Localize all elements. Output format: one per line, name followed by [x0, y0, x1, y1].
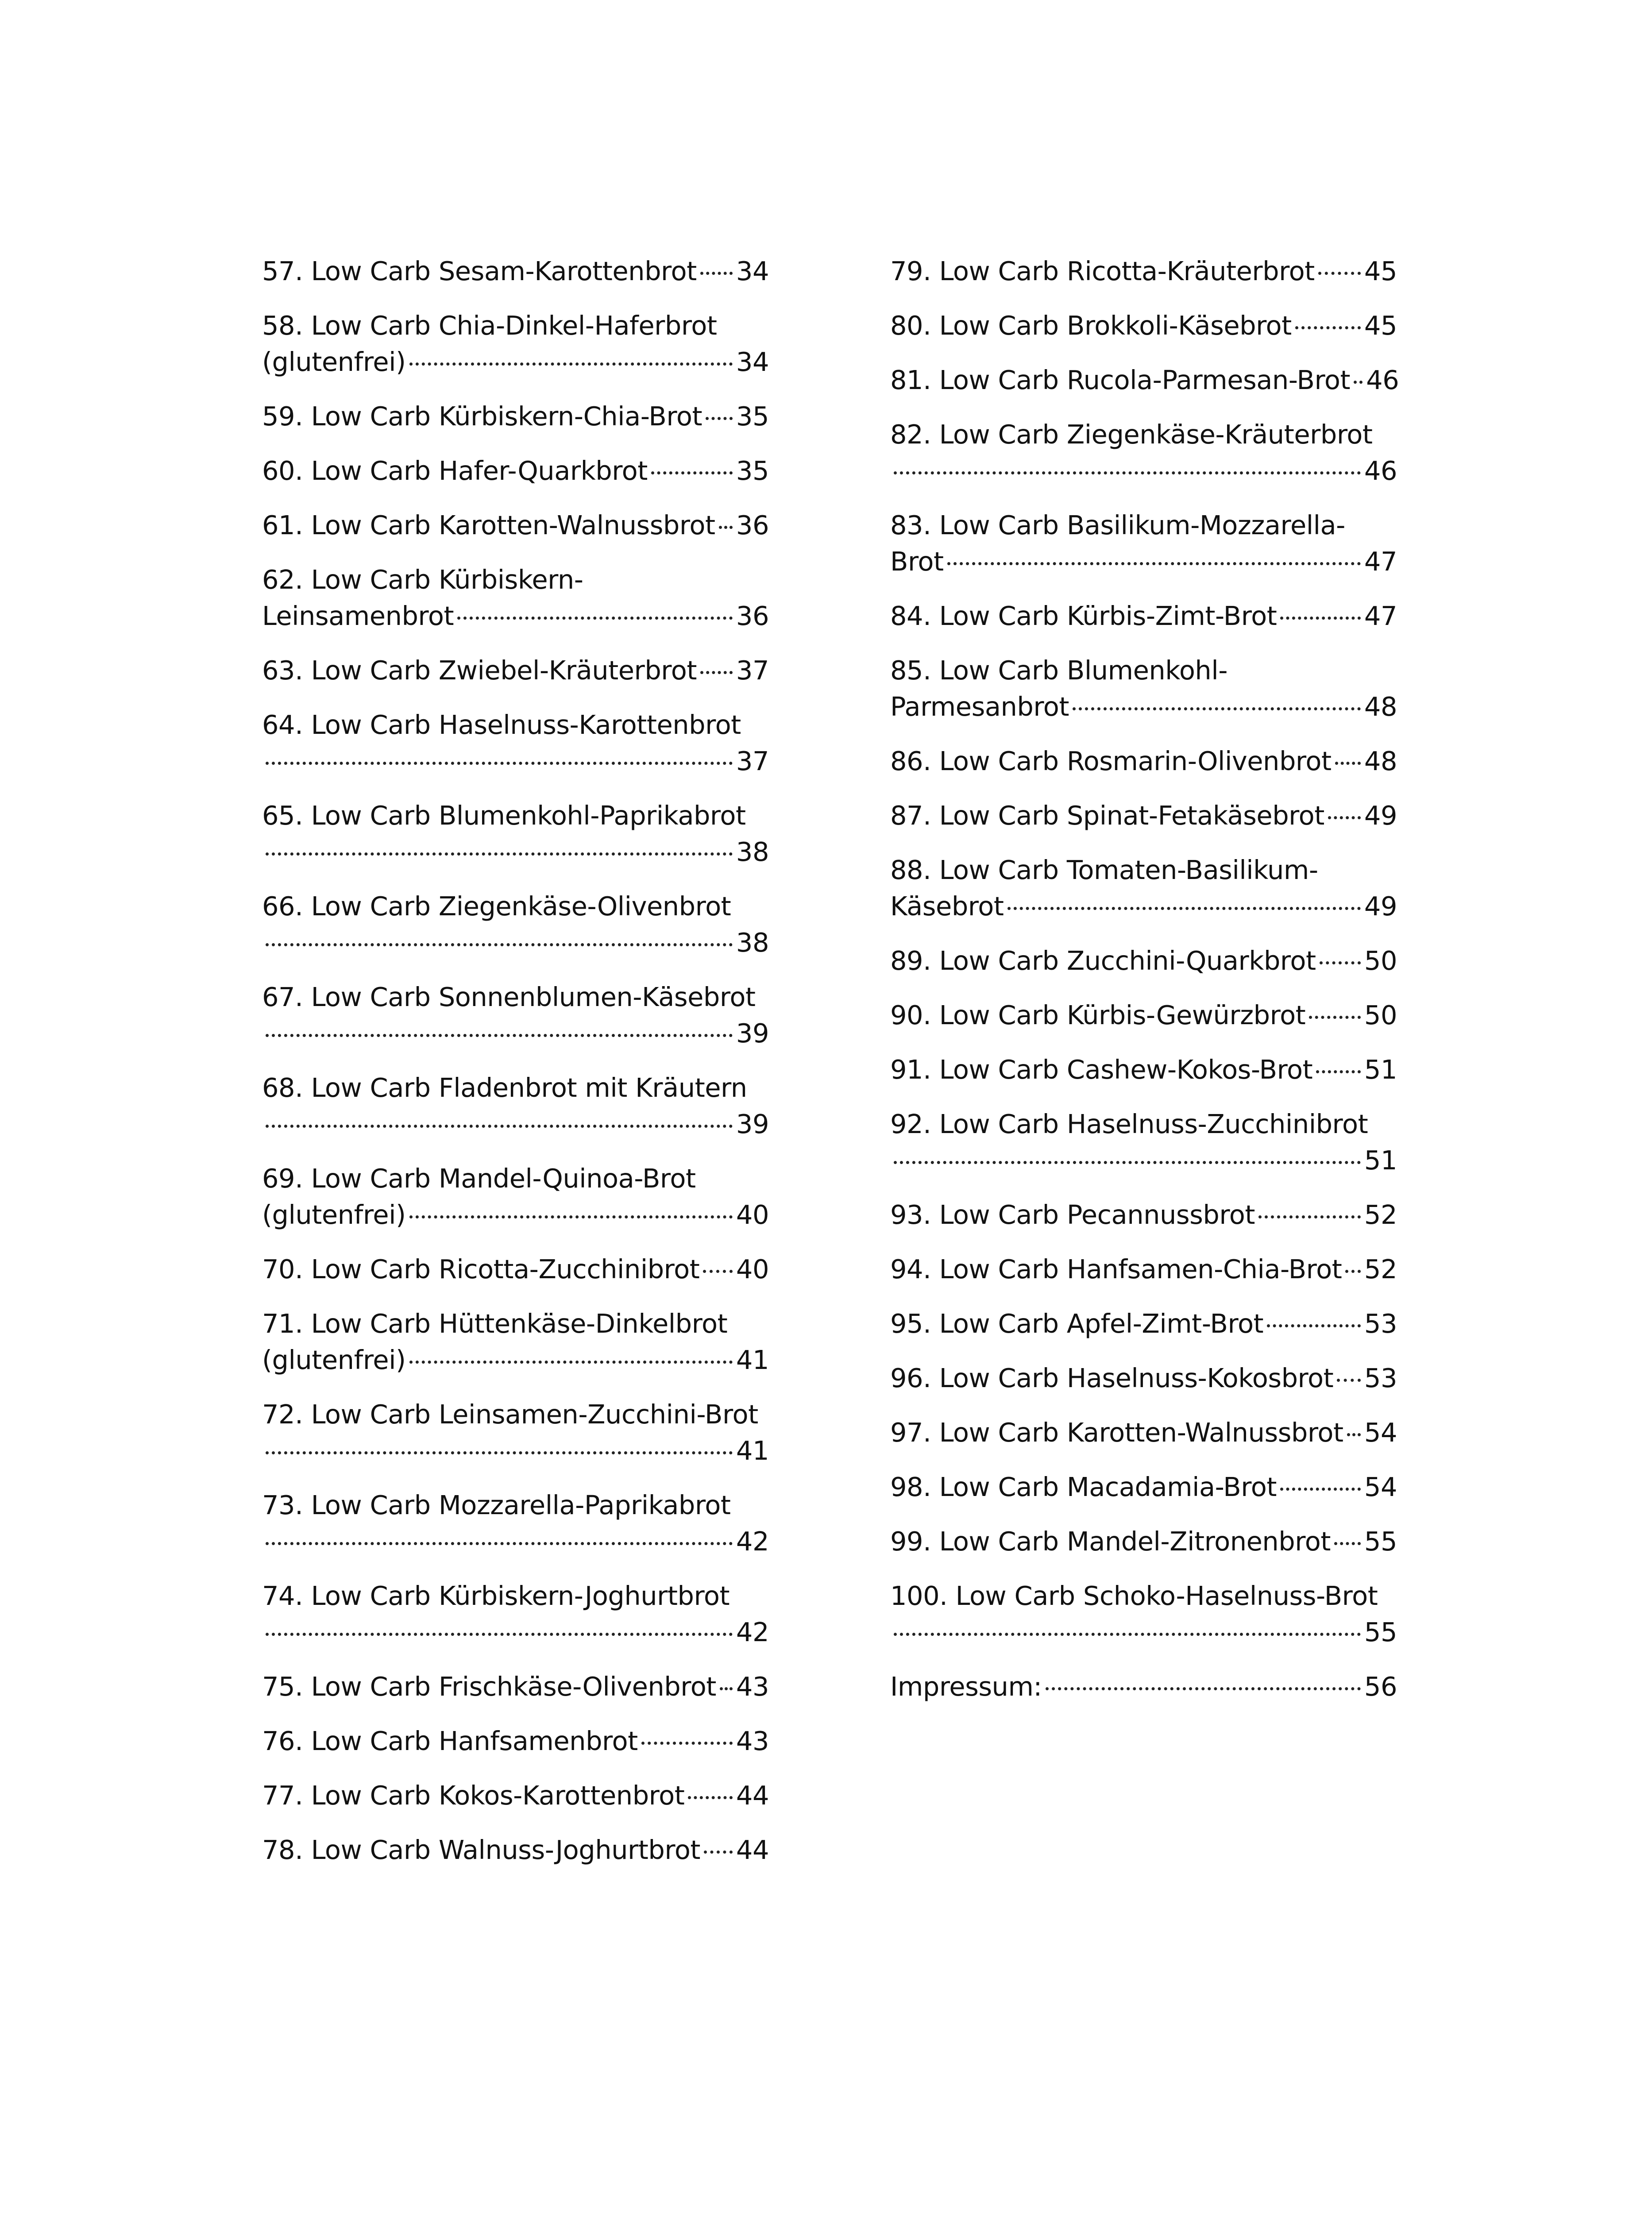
toc-dot-leader [266, 1542, 733, 1545]
toc-dot-leader [700, 272, 733, 275]
toc-page-number: 55 [1364, 1526, 1397, 1557]
toc-entry-title: 75. Low Carb Frischkäse-Olivenbrot [262, 1671, 716, 1702]
toc-page-number: 36 [736, 510, 769, 540]
toc-dot-leader [1073, 707, 1361, 710]
toc-entry-title-continued: Parmesanbrot [890, 691, 1069, 722]
toc-dot-leader [1335, 762, 1361, 765]
toc-page-number: 52 [1364, 1254, 1397, 1284]
toc-page-number: 48 [1364, 746, 1397, 776]
toc-entry-title: 94. Low Carb Hanfsamen-Chia-Brot [890, 1254, 1342, 1284]
toc-dot-leader [409, 362, 733, 366]
toc-dot-leader [457, 617, 733, 620]
toc-entry[interactable] [890, 852, 1397, 925]
toc-page-number: 46 [1366, 365, 1399, 395]
toc-page-number: 40 [736, 1254, 769, 1284]
toc-page-number: 42 [736, 1617, 769, 1647]
toc-entry-title: 85. Low Carb Blumenkohl- [890, 655, 1228, 686]
toc-entry[interactable] [890, 1523, 1397, 1560]
toc-entry[interactable] [262, 562, 769, 634]
toc-dot-leader [1334, 1542, 1361, 1545]
toc-dot-leader [894, 471, 1361, 474]
toc-dot-leader [1280, 617, 1361, 620]
toc-dot-leader [720, 1687, 733, 1690]
toc-page-number: 52 [1364, 1199, 1397, 1230]
toc-page-number: 51 [1364, 1054, 1397, 1085]
toc-page-number: 35 [736, 455, 769, 486]
toc-entry[interactable] [262, 1487, 769, 1560]
toc-page-number: 47 [1364, 546, 1397, 577]
toc-page-number: 49 [1364, 800, 1397, 831]
toc-entry-continuation [890, 689, 1397, 725]
toc-entry-title: 77. Low Carb Kokos-Karottenbrot [262, 1780, 685, 1811]
toc-dot-leader [1280, 1488, 1361, 1491]
toc-right-column [890, 253, 1397, 1723]
toc-page-number: 39 [736, 1018, 769, 1049]
toc-page-number: 50 [1364, 945, 1397, 976]
toc-entry-continuation [890, 453, 1397, 489]
toc-entry[interactable] [262, 888, 769, 961]
toc-entry[interactable] [890, 1578, 1397, 1650]
toc-entry-title: 93. Low Carb Pecannussbrot [890, 1199, 1255, 1230]
toc-page-number: 43 [736, 1671, 769, 1702]
toc-entry[interactable] [262, 1160, 769, 1233]
toc-entry-title: 62. Low Carb Kürbiskern- [262, 564, 583, 595]
toc-page-number: 40 [736, 1199, 769, 1230]
toc-entry-title: 81. Low Carb Rucola-Parmesan-Brot [890, 365, 1351, 395]
toc-page-number: 35 [736, 401, 769, 432]
toc-page-number: 36 [736, 601, 769, 631]
toc-dot-leader [703, 1270, 733, 1273]
toc-dot-leader [1337, 1379, 1361, 1382]
toc-page-number: 54 [1364, 1472, 1397, 1502]
toc-entry[interactable] [890, 1106, 1397, 1179]
toc-entry[interactable] [262, 979, 769, 1052]
toc-dot-leader [409, 1215, 733, 1218]
toc-entry[interactable] [890, 308, 1397, 344]
toc-entry-title: 82. Low Carb Ziegenkäse-Kräuterbrot [890, 419, 1373, 450]
toc-entry[interactable] [262, 308, 769, 380]
toc-page-number: 42 [736, 1526, 769, 1557]
toc-entry-title-continued: (glutenfrei) [262, 1345, 406, 1375]
toc-entry-title: 80. Low Carb Brokkoli-Käsebrot [890, 310, 1292, 341]
toc-dot-leader [1318, 272, 1361, 275]
toc-entry[interactable] [262, 1832, 769, 1868]
toc-page-number: 41 [736, 1435, 769, 1466]
toc-entry-continuation [262, 1614, 769, 1650]
toc-page-number: 55 [1364, 1617, 1397, 1647]
toc-entry-title: 79. Low Carb Ricotta-Kräuterbrot [890, 256, 1315, 286]
toc-entry-title: 100. Low Carb Schoko-Haselnuss-Brot [890, 1581, 1378, 1611]
toc-dot-leader [704, 1851, 733, 1854]
toc-entry[interactable] [890, 253, 1397, 289]
toc-entry-title: 91. Low Carb Cashew-Kokos-Brot [890, 1054, 1313, 1085]
toc-dot-leader [700, 671, 733, 674]
toc-entry-title: 61. Low Carb Karotten-Walnussbrot [262, 510, 715, 540]
toc-entry-title: 87. Low Carb Spinat-Fetakäsebrot [890, 800, 1324, 831]
toc-entry-title: 65. Low Carb Blumenkohl-Paprikabrot [262, 800, 746, 831]
toc-entry[interactable] [262, 507, 769, 544]
toc-dot-leader [266, 1451, 733, 1454]
toc-page-number: 54 [1364, 1417, 1397, 1448]
toc-entry-title: 78. Low Carb Walnuss-Joghurtbrot [262, 1835, 701, 1865]
toc-entry-continuation [262, 1015, 769, 1052]
toc-entry[interactable] [262, 398, 769, 435]
toc-entry[interactable] [262, 453, 769, 489]
toc-entry-title: 92. Low Carb Haselnuss-Zucchinibrot [890, 1109, 1368, 1139]
toc-entry-continuation [262, 1197, 769, 1233]
toc-entry[interactable] [890, 507, 1397, 580]
toc-entry[interactable] [890, 1052, 1397, 1088]
toc-entry-title-continued: (glutenfrei) [262, 1199, 406, 1230]
toc-entry-continuation [890, 1614, 1397, 1650]
toc-page-number: 34 [736, 347, 769, 377]
toc-entry-continuation [262, 1342, 769, 1378]
toc-entry-title: 70. Low Carb Ricotta-Zucchinibrot [262, 1254, 700, 1284]
toc-entry-title: 68. Low Carb Fladenbrot mit Kräutern [262, 1072, 747, 1103]
toc-page-number: 53 [1364, 1308, 1397, 1339]
toc-entry-title: 66. Low Carb Ziegenkäse-Olivenbrot [262, 891, 731, 921]
toc-page-number: 45 [1364, 256, 1397, 286]
toc-entry[interactable] [890, 1251, 1397, 1288]
toc-entry[interactable] [890, 1415, 1397, 1451]
toc-entry-title: 71. Low Carb Hüttenkäse-Dinkelbrot [262, 1308, 728, 1339]
toc-dot-leader [688, 1796, 733, 1799]
toc-entry[interactable] [890, 1306, 1397, 1342]
toc-page-number: 50 [1364, 1000, 1397, 1030]
toc-entry-title: 98. Low Carb Macadamia-Brot [890, 1472, 1277, 1502]
toc-page-number: 37 [736, 746, 769, 776]
toc-entry[interactable] [890, 1669, 1397, 1705]
toc-page-number: 38 [736, 837, 769, 867]
toc-dot-leader [266, 1034, 733, 1037]
toc-entry-continuation [262, 344, 769, 380]
toc-entry-title-continued: Brot [890, 546, 944, 577]
toc-page-number: 44 [736, 1780, 769, 1811]
toc-page-number: 37 [736, 655, 769, 686]
toc-entry[interactable] [890, 743, 1397, 779]
toc-entry[interactable] [890, 652, 1397, 725]
toc-dot-leader [706, 417, 733, 420]
toc-dot-leader [1295, 326, 1361, 329]
toc-dot-leader [1007, 907, 1361, 910]
toc-page-number: 38 [736, 927, 769, 958]
toc-entry[interactable] [890, 943, 1397, 979]
toc-dot-leader [1320, 961, 1361, 964]
toc-entry[interactable] [890, 997, 1397, 1033]
toc-page-number: 53 [1364, 1363, 1397, 1393]
toc-entry-title: 90. Low Carb Kürbis-Gewürzbrot [890, 1000, 1306, 1030]
toc-entry[interactable] [890, 362, 1397, 398]
toc-page-number: 41 [736, 1345, 769, 1375]
toc-entry-title-continued: Leinsamenbrot [262, 601, 454, 631]
toc-dot-leader [266, 943, 733, 946]
toc-entry-continuation [262, 1523, 769, 1560]
toc-entry-title: 95. Low Carb Apfel-Zimt-Brot [890, 1308, 1264, 1339]
toc-dot-leader [409, 1361, 733, 1364]
toc-entry-title: 72. Low Carb Leinsamen-Zucchini-Brot [262, 1399, 758, 1430]
toc-entry[interactable] [262, 1777, 769, 1814]
toc-entry-title: 57. Low Carb Sesam-Karottenbrot [262, 256, 697, 286]
toc-dot-leader [894, 1161, 1361, 1164]
toc-entry-title: 73. Low Carb Mozzarella-Paprikabrot [262, 1490, 731, 1520]
toc-page-number: 51 [1364, 1145, 1397, 1176]
toc-dot-leader [1328, 816, 1361, 819]
toc-entry-title: Impressum: [890, 1671, 1042, 1702]
toc-dot-leader [266, 762, 733, 765]
toc-entry-title: 76. Low Carb Hanfsamenbrot [262, 1726, 638, 1756]
toc-dot-leader [1267, 1324, 1361, 1327]
toc-entry[interactable] [262, 1669, 769, 1705]
toc-page-number: 45 [1364, 310, 1397, 341]
toc-entry[interactable] [262, 1070, 769, 1142]
toc-page-number: 49 [1364, 891, 1397, 921]
toc-entry[interactable] [262, 1578, 769, 1650]
toc-dot-leader [266, 1633, 733, 1636]
toc-entry-title: 63. Low Carb Zwiebel-Kräuterbrot [262, 655, 697, 686]
toc-dot-leader [266, 1125, 733, 1128]
toc-entry-continuation [262, 834, 769, 870]
toc-dot-leader [1354, 381, 1363, 384]
toc-entry-continuation [262, 925, 769, 961]
toc-entry-continuation [262, 1106, 769, 1142]
toc-page-number: 47 [1364, 601, 1397, 631]
toc-page-number: 46 [1364, 455, 1397, 486]
toc-entry[interactable] [262, 253, 769, 289]
toc-entry-title: 83. Low Carb Basilikum-Mozzarella- [890, 510, 1345, 540]
toc-entry[interactable] [262, 1723, 769, 1759]
toc-entry-title: 84. Low Carb Kürbis-Zimt-Brot [890, 601, 1277, 631]
toc-dot-leader [1347, 1433, 1361, 1436]
toc-entry[interactable] [262, 707, 769, 779]
toc-entry[interactable] [262, 1396, 769, 1469]
toc-dot-leader [1316, 1070, 1361, 1073]
toc-dot-leader [266, 852, 733, 856]
toc-entry-continuation [890, 544, 1397, 580]
toc-entry-title: 74. Low Carb Kürbiskern-Joghurtbrot [262, 1581, 730, 1611]
toc-entry-title: 58. Low Carb Chia-Dinkel-Haferbrot [262, 310, 717, 341]
toc-left-column [262, 253, 769, 1886]
toc-page-number: 43 [736, 1726, 769, 1756]
toc-entry[interactable] [890, 1197, 1397, 1233]
toc-entry-title: 89. Low Carb Zucchini-Quarkbrot [890, 945, 1316, 976]
toc-page-number: 48 [1364, 691, 1397, 722]
toc-page-number: 34 [736, 256, 769, 286]
toc-entry[interactable] [890, 798, 1397, 834]
toc-page-number: 39 [736, 1109, 769, 1139]
toc-entry-continuation [262, 598, 769, 634]
toc-entry-continuation [262, 1433, 769, 1469]
toc-entry-title: 60. Low Carb Hafer-Quarkbrot [262, 455, 648, 486]
toc-entry[interactable] [262, 1306, 769, 1378]
toc-dot-leader [651, 471, 733, 474]
toc-dot-leader [1046, 1687, 1361, 1690]
toc-entry-title-continued: Käsebrot [890, 891, 1004, 921]
toc-dot-leader [1345, 1270, 1361, 1273]
toc-dot-leader [1309, 1016, 1361, 1019]
toc-page-number: 44 [736, 1835, 769, 1865]
toc-entry-title-continued: (glutenfrei) [262, 347, 406, 377]
toc-entry-title: 69. Low Carb Mandel-Quinoa-Brot [262, 1163, 696, 1194]
toc-entry-title: 64. Low Carb Haselnuss-Karottenbrot [262, 709, 741, 740]
toc-dot-leader [1258, 1215, 1361, 1218]
toc-entry[interactable] [890, 416, 1397, 489]
toc-dot-leader [947, 562, 1361, 565]
toc-entry[interactable] [890, 1469, 1397, 1505]
toc-entry-title: 67. Low Carb Sonnenblumen-Käsebrot [262, 982, 756, 1012]
toc-dot-leader [894, 1633, 1361, 1636]
toc-entry-continuation [262, 743, 769, 779]
toc-entry[interactable] [890, 1360, 1397, 1396]
toc-entry-title: 96. Low Carb Haselnuss-Kokosbrot [890, 1363, 1334, 1393]
toc-entry-continuation [890, 1142, 1397, 1179]
toc-entry-title: 99. Low Carb Mandel-Zitronenbrot [890, 1526, 1331, 1557]
toc-entry[interactable] [262, 652, 769, 689]
toc-dot-leader [641, 1742, 733, 1745]
toc-entry[interactable] [890, 598, 1397, 634]
toc-entry-title: 97. Low Carb Karotten-Walnussbrot [890, 1417, 1343, 1448]
toc-entry-title: 59. Low Carb Kürbiskern-Chia-Brot [262, 401, 702, 432]
toc-entry-title: 88. Low Carb Tomaten-Basilikum- [890, 855, 1318, 885]
toc-entry[interactable] [262, 798, 769, 870]
toc-page-number: 56 [1364, 1671, 1397, 1702]
toc-dot-leader [719, 526, 733, 529]
toc-entry[interactable] [262, 1251, 769, 1288]
toc-entry-title: 86. Low Carb Rosmarin-Olivenbrot [890, 746, 1332, 776]
toc-entry-continuation [890, 888, 1397, 925]
